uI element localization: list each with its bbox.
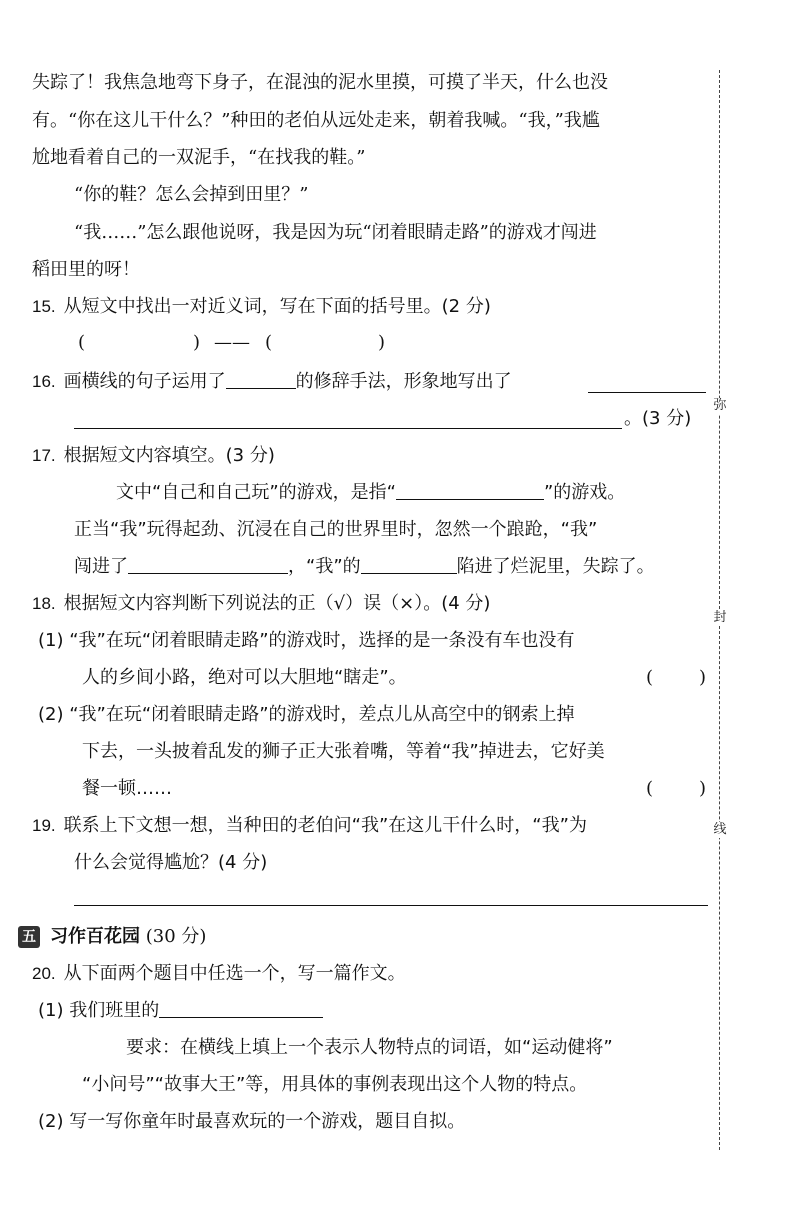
requirement-text: 要求：在横线上填上一个表示人物特点的词语，如“运动健将”: [126, 1037, 613, 1058]
question-text: 联系上下文想一想，当种田的老伯问“我”在这儿干什么时，“我”为: [63, 815, 587, 836]
passage-line: “我……”怎么跟他说呀，我是因为玩“闭着眼睛走路”的游戏才闯进: [74, 222, 597, 243]
question-text: 画横线的句子运用了: [63, 371, 226, 392]
essay-option-2: [38, 1107, 465, 1137]
question-number: 15.: [32, 297, 56, 316]
question-score: 。(3 分): [624, 408, 692, 429]
section-score: (30 分): [145, 926, 207, 947]
section-title-text: 习作百花园: [50, 926, 140, 947]
item-number: (2): [38, 704, 64, 725]
requirement-text: “小问号”“故事大王”等，用具体的事例表现出这个人物的特点。: [82, 1074, 588, 1095]
question-number: 20.: [32, 964, 56, 983]
fill-line: [74, 552, 655, 582]
option-number: (2): [38, 1111, 64, 1132]
question-15: [32, 292, 491, 322]
judge-paren-close[interactable]: ): [699, 667, 707, 688]
answer-paren-close: ): [378, 332, 386, 353]
question-text: 从下面两个题目中任选一个，写一篇作文。: [63, 963, 406, 984]
question-19: [32, 811, 587, 841]
item-number: (1): [38, 630, 64, 651]
passage-line: 尬地看着自己的一双泥手，“在找我的鞋。”: [32, 147, 366, 168]
question-number: 17.: [32, 446, 56, 465]
section-title: [50, 922, 206, 952]
judge-item-1: [38, 626, 575, 656]
question-16: [32, 367, 512, 397]
question-text: 从短文中找出一对近义词，写在下面的括号里。(2 分): [63, 296, 491, 317]
answer-blank[interactable]: [128, 553, 288, 574]
seal-label-xian: 线: [713, 822, 727, 837]
option-number: (1): [38, 1000, 64, 1021]
passage-line: 有。“你在这儿干什么？”种田的老伯从远处走来，朝着我喊。“我，”我尴: [32, 110, 600, 131]
fill-text: 文中“自己和自己玩”的游戏，是指“: [116, 482, 396, 503]
question-number: 16.: [32, 372, 56, 391]
answer-blank[interactable]: [159, 997, 323, 1018]
passage-line: “你的鞋？怎么会掉到田里？”: [74, 184, 309, 205]
fill-line: [116, 478, 625, 508]
option-text: 我们班里的: [69, 1000, 160, 1021]
answer-blank[interactable]: [361, 553, 457, 574]
fill-text: 闯进了: [74, 556, 128, 577]
seal-label-feng: 封: [713, 610, 727, 625]
answer-line[interactable]: [588, 392, 706, 393]
question-20: [32, 959, 406, 989]
answer-paren-open: (: [78, 332, 86, 353]
fill-line: 正当“我”玩得起劲、沉浸在自己的世界里时，忽然一个踉跄，“我”: [74, 519, 598, 540]
answer-blank[interactable]: [226, 368, 296, 389]
question-number: 18.: [32, 594, 56, 613]
answer-paren-close: ): [193, 332, 201, 353]
item-text: 下去，一头披着乱发的狮子正大张着嘴，等着“我”掉进去，它好美: [82, 741, 605, 762]
passage-line: 失踪了！我焦急地弯下身子，在混浊的泥水里摸，可摸了半天，什么也没: [32, 72, 608, 93]
question-17: [32, 441, 275, 471]
judge-paren-open[interactable]: (: [646, 778, 654, 799]
section-badge: 五: [18, 926, 40, 948]
item-text: 餐一顿……: [82, 778, 172, 799]
judge-paren-open[interactable]: (: [646, 667, 654, 688]
judge-paren-close[interactable]: ): [699, 778, 707, 799]
answer-line[interactable]: [74, 428, 622, 429]
question-text: 根据短文内容填空。(3 分): [63, 445, 275, 466]
item-text: 人的乡间小路，绝对可以大胆地“瞎走”。: [82, 667, 407, 688]
fill-text: ”的游戏。: [543, 482, 626, 503]
item-text: “我”在玩“闭着眼睛走路”的游戏时，选择的是一条没有车也没有: [69, 630, 575, 651]
answer-line[interactable]: [74, 905, 708, 906]
item-text: “我”在玩“闭着眼睛走路”的游戏时，差点儿从高空中的钢索上掉: [69, 704, 575, 725]
question-text: 的修辞手法，形象地写出了: [295, 371, 512, 392]
seal-label-mi: 弥: [713, 398, 727, 413]
option-text: 写一写你童年时最喜欢玩的一个游戏，题目自拟。: [69, 1111, 466, 1132]
question-number: 19.: [32, 816, 56, 835]
question-text: 根据短文内容判断下列说法的正（√）误（×）。(4 分): [63, 593, 491, 614]
fill-text: ，“我”的: [288, 556, 361, 577]
answer-paren-open: (: [265, 332, 273, 353]
question-18: [32, 589, 490, 619]
passage-line: 稻田里的呀！: [32, 259, 140, 280]
answer-dash: ——: [214, 332, 250, 353]
answer-blank[interactable]: [396, 479, 544, 500]
fill-text: 陷进了烂泥里，失踪了。: [456, 556, 655, 577]
judge-item-2: [38, 700, 575, 730]
question-text: 什么会觉得尴尬？(4 分): [74, 852, 268, 873]
essay-option-1: [38, 996, 323, 1026]
